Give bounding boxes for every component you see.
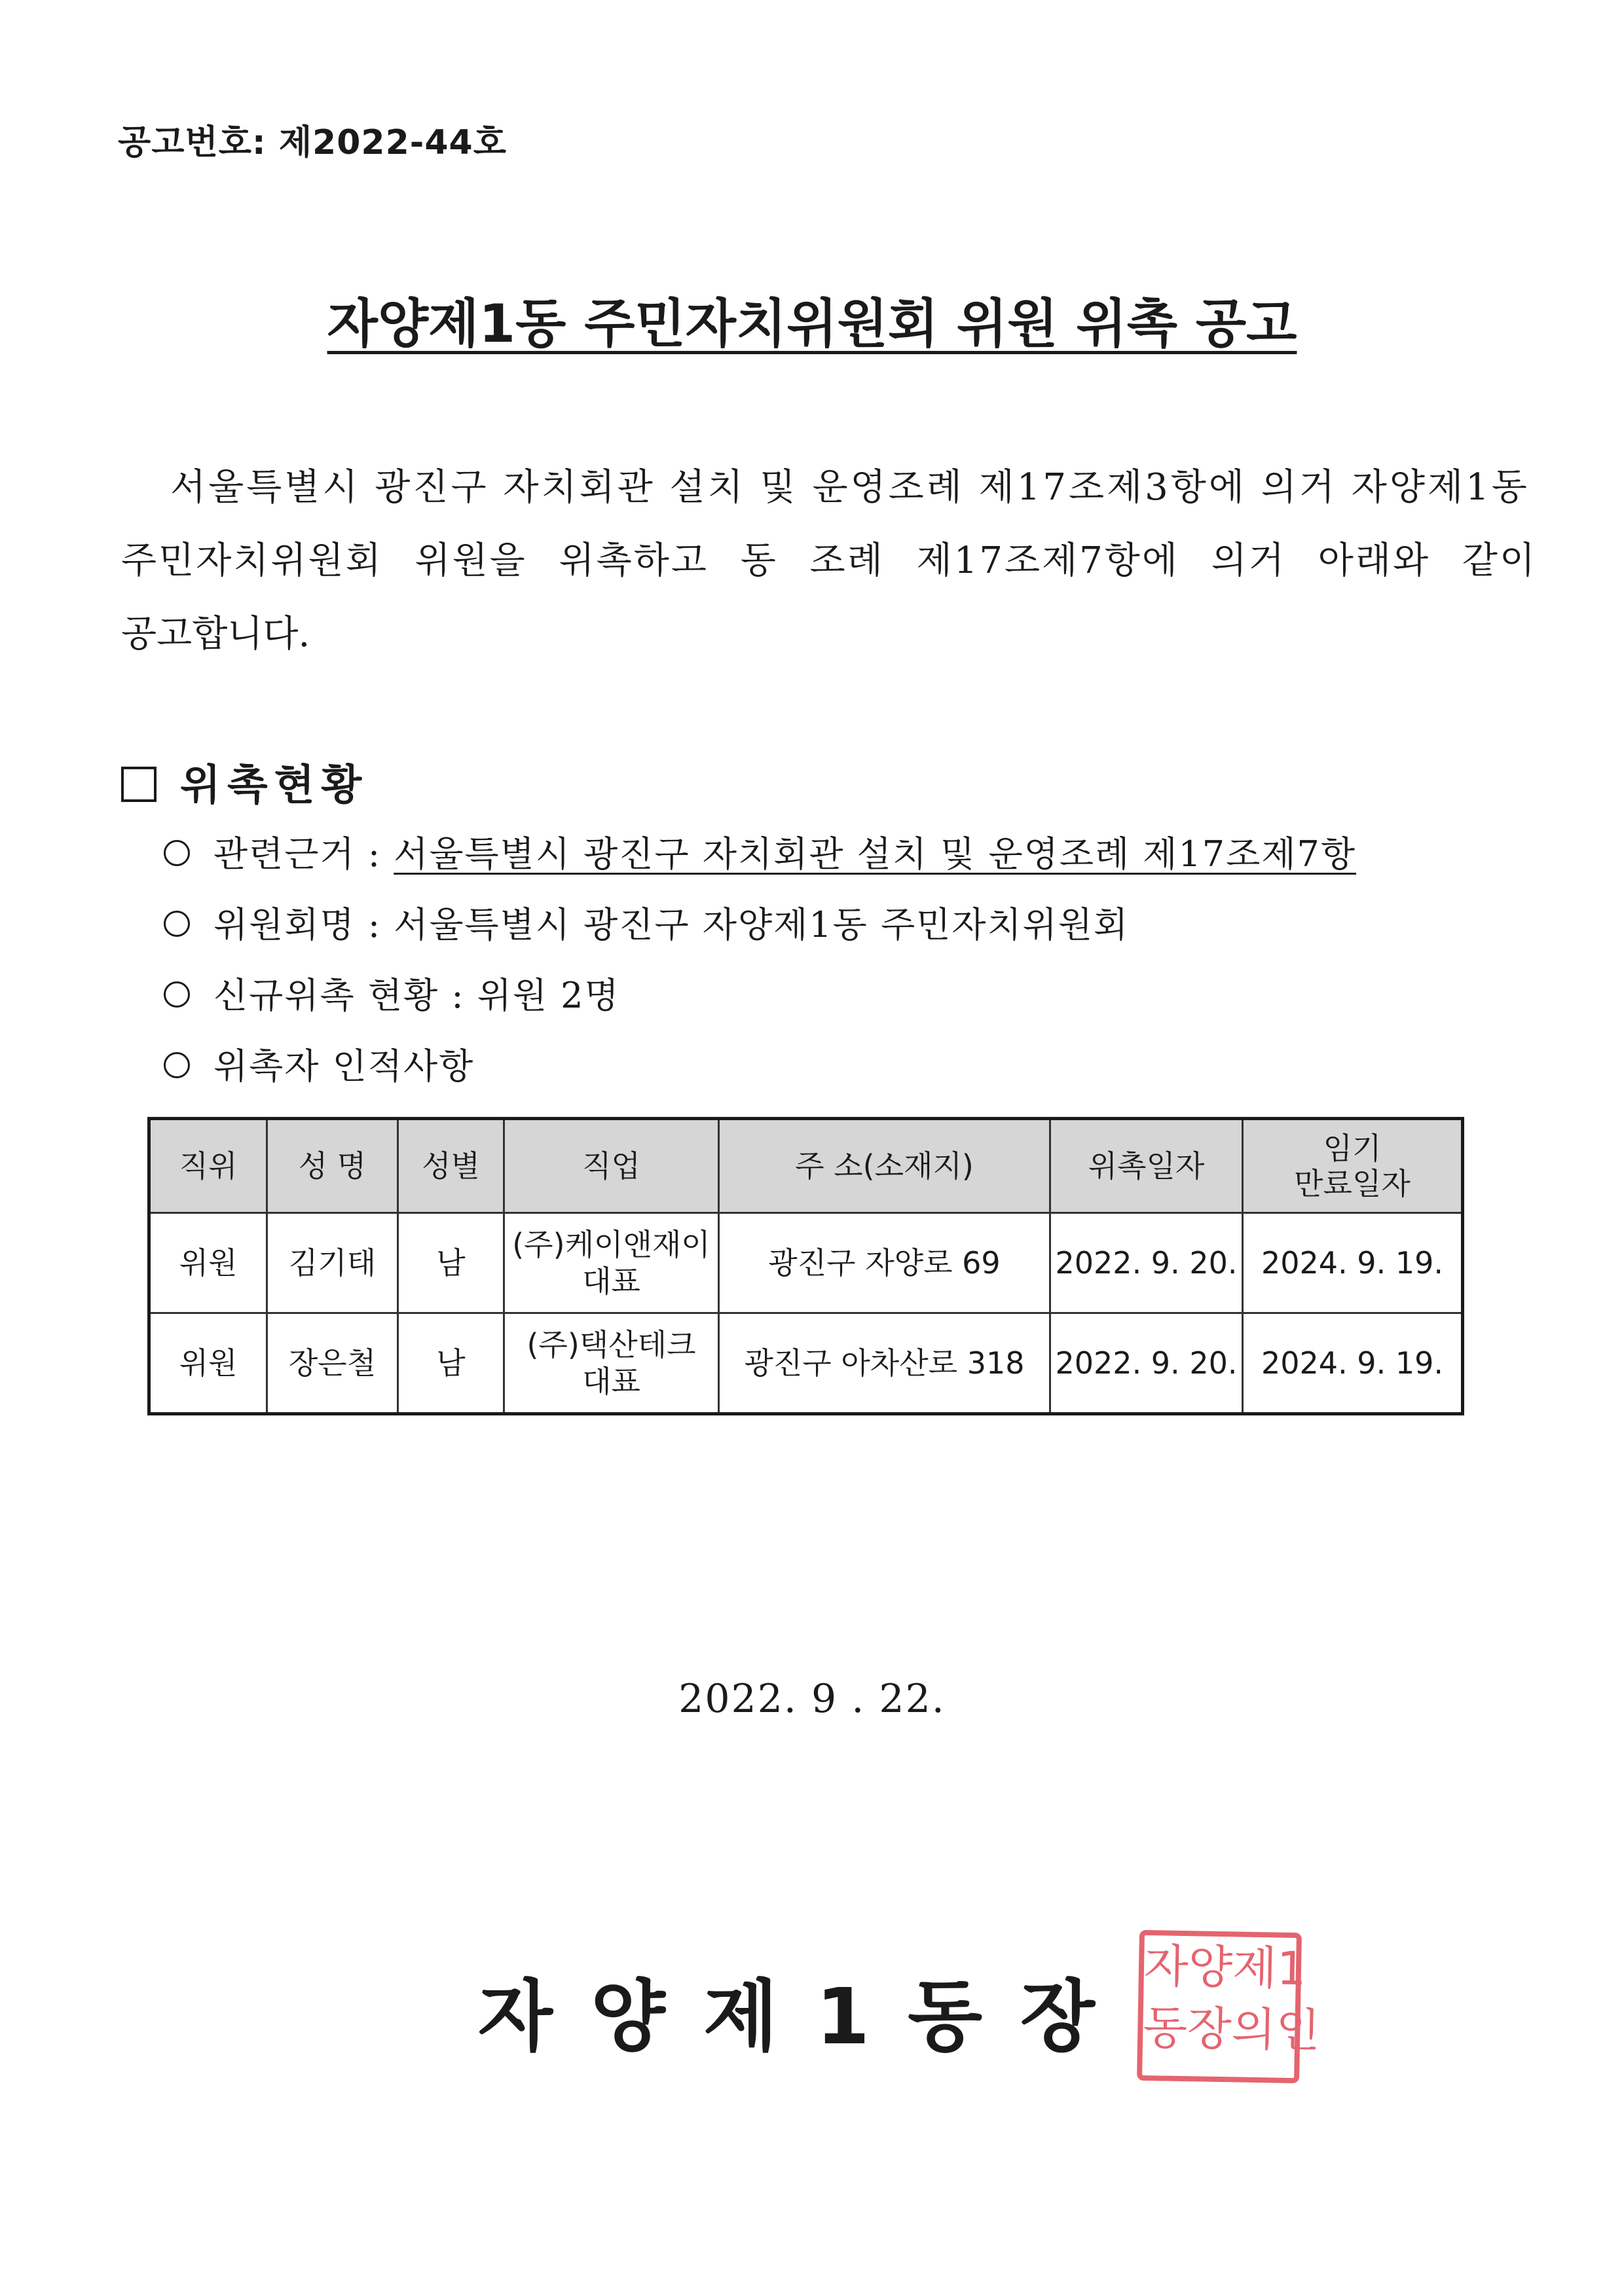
document-title-text: 자양제1동 주민자치위원회 위원 위촉 공고 — [327, 293, 1297, 354]
item-label: 위원회명 : — [213, 904, 394, 945]
circle-bullet-icon — [164, 1052, 190, 1078]
cell-job-title: 대표 — [582, 1364, 640, 1399]
cell-position: 위원 — [149, 1213, 267, 1313]
document-title — [0, 282, 1624, 357]
circle-bullet-icon — [164, 911, 190, 937]
circle-bullet-icon — [164, 840, 190, 866]
item-label: 관련근거 : — [213, 833, 394, 875]
item-value: 서울특별시 광진구 자치회관 설치 및 운영조례 제17조제7항 — [394, 833, 1357, 875]
col-header-job: 직업 — [504, 1119, 719, 1213]
cell-job-title: 대표 — [582, 1264, 640, 1299]
item-label: 신규위촉 현황 : — [213, 975, 477, 1016]
cell-job — [504, 1313, 719, 1414]
cell-address: 광진구 아차산로 318 — [719, 1313, 1050, 1414]
col-header-name: 성 명 — [267, 1119, 398, 1213]
item-value: 서울특별시 광진구 자양제1동 주민자치위원회 — [394, 904, 1130, 945]
cell-job — [504, 1213, 719, 1313]
notice-number: 공고번호: 제2022-44호 — [118, 123, 507, 162]
col-header-appointed: 위촉일자 — [1050, 1119, 1243, 1213]
cell-expires: 2024. 9. 19. — [1243, 1213, 1463, 1313]
item-new-appointments — [164, 968, 620, 1018]
cell-expires: 2024. 9. 19. — [1243, 1313, 1463, 1414]
col-header-address: 주 소(소재지) — [719, 1119, 1050, 1213]
square-bullet-icon — [121, 767, 157, 802]
section-heading — [121, 752, 368, 812]
cell-name: 장은철 — [267, 1313, 398, 1414]
col-header-expires — [1243, 1119, 1463, 1213]
col-header-position: 직위 — [149, 1119, 267, 1213]
circle-bullet-icon — [164, 981, 190, 1008]
cell-job-company: (주)택산테크 — [526, 1327, 696, 1362]
cell-appointed: 2022. 9. 20. — [1050, 1313, 1243, 1414]
cell-job-company: (주)케이앤재이 — [512, 1227, 710, 1262]
notice-date: 2022. 9 . 22. — [678, 1676, 946, 1722]
cell-appointed: 2022. 9. 20. — [1050, 1213, 1243, 1313]
appointee-table — [147, 1117, 1464, 1415]
cell-position: 위원 — [149, 1313, 267, 1414]
cell-address: 광진구 자양로 69 — [719, 1213, 1050, 1313]
body-line-3: 공고합니다. — [121, 613, 310, 655]
item-label: 위촉자 인적사항 — [213, 1046, 475, 1087]
official-seal-stamp — [1137, 1930, 1321, 2083]
cell-gender: 남 — [398, 1213, 504, 1313]
item-appointee-details — [164, 1038, 474, 1089]
body-line-2: 주민자치위원회 위원을 위촉하고 동 조례 제17조제7항에 의거 아래와 같이 — [121, 539, 1538, 582]
cell-gender: 남 — [398, 1313, 504, 1414]
seal-line-2: 동장의인 — [1142, 2000, 1321, 2058]
seal-line-1: 자양제1 — [1143, 1939, 1307, 1996]
col-header-gender: 성별 — [398, 1119, 504, 1213]
table-row — [149, 1313, 1463, 1414]
col-header-expiry: 만료일자 — [1294, 1166, 1411, 1201]
col-header-term: 임기 — [1323, 1131, 1382, 1166]
body-line-1: 서울특별시 광진구 자치회관 설치 및 운영조례 제17조제3항에 의거 자양제1동 — [170, 466, 1530, 509]
table-header-row — [149, 1119, 1463, 1213]
item-value: 위원 2명 — [477, 975, 620, 1016]
item-committee-name — [164, 897, 1129, 947]
issuer-name: 자양제1동장 — [478, 1971, 1134, 2062]
item-legal-basis — [164, 826, 1356, 877]
cell-name: 김기태 — [267, 1213, 398, 1313]
section-heading-text: 위촉현황 — [180, 761, 369, 810]
table-row — [149, 1213, 1463, 1313]
